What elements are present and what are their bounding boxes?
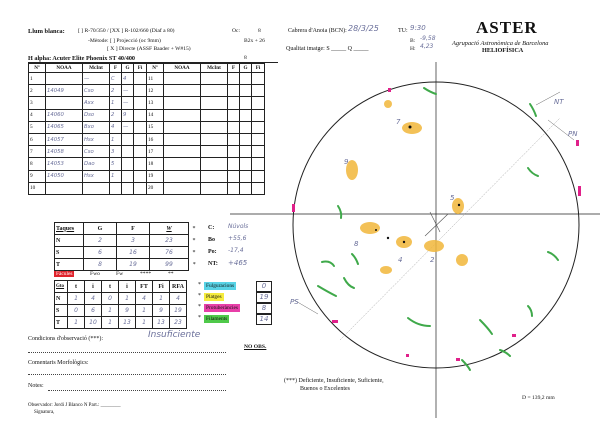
- group-label-4: 4: [398, 256, 403, 264]
- group-row: 6 14057 Hsx 1 16: [29, 133, 265, 145]
- group-label-2: 2: [430, 256, 435, 264]
- group-row: 8 14053 Dao 5 18: [29, 158, 265, 170]
- taques-row-t: T 8 19 99 *: [55, 259, 200, 271]
- faculae-row: S 0 6 1 9 1 9 19: [55, 305, 187, 317]
- faculae-row: N 1 4 0 1 4 1 4: [55, 293, 187, 305]
- phenomenon-count: 8: [256, 303, 272, 314]
- phenomenon-count: 14: [256, 314, 272, 325]
- solar-disk-drawing: [226, 60, 600, 418]
- conditions-label: Condicions d'observació (***):: [28, 336, 104, 342]
- group-row: 1 — C 4 11: [29, 73, 265, 85]
- tu-handwritten: 9:30: [410, 24, 426, 32]
- group-row: 9 14050 Hsx 1 19: [29, 170, 265, 182]
- groups-col-head: G: [122, 64, 134, 73]
- llum-blanca-label: Llum blanca:: [28, 28, 65, 35]
- phenomenon-row: * Fulguracions 0: [198, 282, 274, 291]
- b-label: B:: [410, 38, 416, 44]
- group-label-7: 7: [396, 118, 401, 126]
- comments-label: Comentaris Morfològics:: [28, 360, 89, 366]
- stars-label: ****: [140, 271, 152, 277]
- groups-col-head: G: [240, 64, 252, 73]
- h-label: H:: [410, 46, 416, 52]
- group-row: 7 14058 Cso 3 17: [29, 146, 265, 158]
- taques-title: Taques: [55, 223, 84, 235]
- oc-label: Oc:: [232, 28, 241, 34]
- conditions-dotted-line: [28, 352, 226, 353]
- taques-g-head: G: [84, 223, 117, 235]
- group-row: 3 Axx 1 — 13: [29, 97, 265, 109]
- stars2-label: **: [168, 271, 174, 277]
- notes-label: Notes:: [28, 383, 44, 389]
- groups-col-head: Fi: [134, 64, 147, 73]
- taques-table: Taques G F W * N 2 3 23 * S 6 16 76 * T 8 19 99 *: [54, 222, 200, 271]
- groups-col-head: F: [228, 64, 240, 73]
- facules-tag: Fàcules: [56, 271, 73, 277]
- nt-label: NT:: [208, 261, 218, 267]
- no-obs-label: NO OBS.: [244, 344, 267, 350]
- ps-label: PS: [290, 298, 299, 306]
- groups-col-head: NOAA: [46, 64, 83, 73]
- oc-value: 8: [258, 28, 261, 34]
- groups-col-head: McInt: [201, 64, 228, 73]
- direct-option: [ X ] Directe (ASSF Baader + W#15): [107, 46, 191, 52]
- plages: [346, 100, 468, 274]
- taques-w-head: W: [150, 223, 189, 235]
- groups-col-head: Fi: [252, 64, 265, 73]
- diameter-label: D = 139,2 mm: [522, 395, 555, 401]
- phenomenon-row: * Filaments 14: [198, 315, 274, 324]
- taques-row-n: N 2 3 23 *: [55, 235, 200, 247]
- phenomenon-count: 19: [256, 292, 272, 303]
- groups-col-head: NOAA: [164, 64, 201, 73]
- po-label: Po:: [208, 249, 217, 255]
- c-label: C:: [208, 225, 215, 231]
- po-handwritten: -17,4: [228, 247, 244, 254]
- group-row: 10 20: [29, 182, 265, 194]
- groups-col-head: F: [110, 64, 122, 73]
- groups-col-head: McInt: [83, 64, 110, 73]
- h-alpha-label: H alpha: Acuter Elite Phoenix ST 40/400: [28, 55, 136, 62]
- group-row: 2 14049 Cso 2 — 12: [29, 85, 265, 97]
- phenomenon-label: Platges: [206, 294, 222, 300]
- comments-dotted-line: [28, 374, 226, 375]
- c-handwritten: Núvols: [228, 223, 249, 230]
- method-label: -Mètode: [ ] Projecció (oc 9mm): [88, 38, 161, 44]
- date-handwritten: 28/3/25: [348, 24, 379, 33]
- nt-disk-label: NT: [554, 98, 564, 106]
- h-alpha-value: 8: [244, 55, 247, 61]
- taques-row-s: S 6 16 76 *: [55, 247, 200, 259]
- tu-label: TU:: [398, 28, 408, 34]
- bo-handwritten: +55,6: [228, 235, 247, 242]
- org-title: ASTER: [476, 18, 538, 37]
- fw-label: Fw: [116, 271, 124, 277]
- phenomenon-label: Fulguracions: [206, 283, 235, 289]
- filaments: [318, 88, 558, 370]
- group-label-9: 9: [344, 158, 349, 166]
- org-subtitle: Agrupació Astronòmica de Barcelona: [452, 40, 549, 47]
- legend-line-2: Buenos o Excelentes: [300, 386, 350, 392]
- org-section: HELIOFÍSICA: [482, 47, 524, 54]
- taques-f-head: F: [117, 223, 150, 235]
- group-label-5: 5: [450, 194, 455, 202]
- phenomenon-label: Protuberàncies: [206, 305, 239, 311]
- b2x-value: B2x + 26: [244, 38, 265, 44]
- groups-col-head: Nº: [29, 64, 46, 73]
- b-handwritten: -9,58: [420, 35, 436, 42]
- pn-label: PN: [568, 130, 578, 138]
- quality-label: Qualitat imatge: S _____ Q _____: [286, 46, 369, 52]
- signature-label: Signatura,: [34, 410, 55, 415]
- phenomenon-label: Filaments: [206, 316, 228, 322]
- phenomenon-count: 0: [256, 281, 272, 292]
- legend-line-1: (***) Deficiente, Insuficiente, Suficiente,: [284, 378, 384, 384]
- sunspots: [375, 126, 460, 244]
- faculae-table: Gto t i t i FT Fi RFA N 1 4 0 1 4 1 4 S 0 6 1 9 1 9 19 T 1 10 1 13 1 13 23: [54, 280, 187, 329]
- fwo-label: Fwo: [90, 271, 100, 277]
- telescope-option: [ ] R-70/350 / [XX ] R-102/660 (Diaf a 80): [78, 28, 175, 34]
- group-row: 5 14065 Bxo 4 — 15: [29, 121, 265, 133]
- phenomenon-row: * Protuberàncies 8: [198, 304, 274, 313]
- group-row: 4 14060 Dso 2 9 14: [29, 109, 265, 121]
- h-handwritten: 4,23: [420, 43, 434, 50]
- observer-label: Observador: Jordi J Blanco N Part.: ________: [28, 403, 121, 408]
- conditions-handwritten: Insuficiente: [148, 330, 201, 340]
- groups-col-head: Nº: [147, 64, 164, 73]
- faculae-row: T 1 10 1 13 1 13 23: [55, 317, 187, 329]
- location-label: Cabrera d'Anoia (BCN):: [288, 28, 347, 34]
- group-label-8: 8: [354, 240, 359, 248]
- bo-label: Bo: [208, 237, 216, 243]
- nt-handwritten: +465: [228, 259, 248, 267]
- phenomenon-row: * Platges 19: [198, 293, 274, 302]
- notes-dotted-line: [48, 390, 226, 391]
